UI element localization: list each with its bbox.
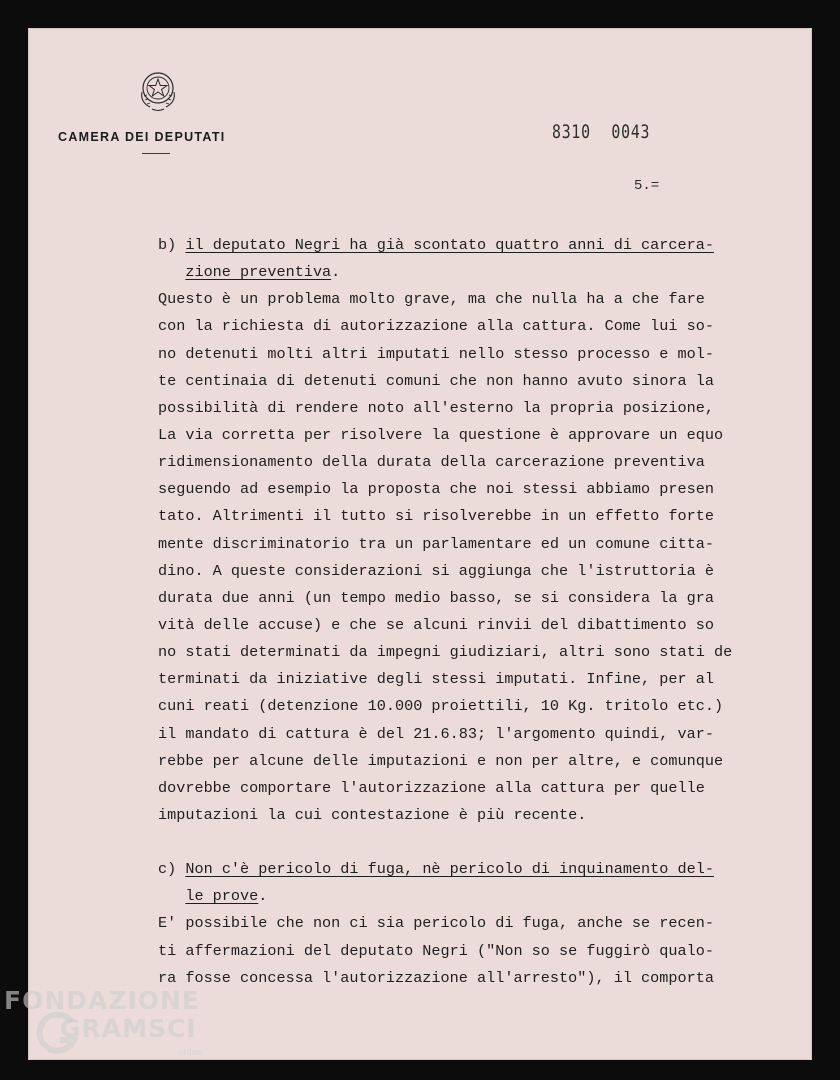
- section-c-marker: c): [158, 860, 177, 879]
- body-line: seguendo ad esempio la proposta che noi stessi abbiamo presen: [158, 480, 714, 499]
- section-c-heading-2: le prove: [185, 887, 259, 906]
- masthead-rule: [142, 153, 170, 154]
- body-line: con la richiesta di autorizzazione alla cattura. Come lui so-: [158, 317, 714, 336]
- body-line: E' possibile che non ci sia pericolo di fuga, anche se recen-: [158, 914, 714, 933]
- body-line: La via corretta per risolvere la questione è approvare un equo: [158, 425, 724, 444]
- section-b-heading-2: zione preventiva: [185, 263, 332, 282]
- section-b-heading-1: il deputato Negri ha già scontato quattro anni di carcera-: [185, 236, 714, 254]
- body-line: no stati determinati da impegni giudiziari, altri sono stati de: [158, 643, 733, 662]
- section-b-heading-line: [158, 259, 758, 286]
- body-line: no detenuti molti altri imputati nello stesso processo e mol-: [158, 344, 714, 363]
- section-b-marker: b): [158, 236, 177, 254]
- body-line: dovrebbe comportare l'autorizzazione alla cattura per quelle: [158, 778, 705, 797]
- watermark-line2: GRAMSCI: [60, 1014, 197, 1043]
- watermark-line3: onlus: [178, 1048, 203, 1058]
- body-line: ridimensionamento della durata della carcerazione preventiva: [158, 453, 705, 472]
- watermark-line1: FONDAZIONE: [4, 986, 201, 1015]
- italian-republic-emblem-icon: [134, 66, 182, 114]
- body-line: rebbe per alcune delle imputazioni e non per altre, e comunque: [158, 751, 724, 770]
- page-number: 5.=: [634, 178, 660, 194]
- body-line: te centinaia di detenuti comuni che non hanno avuto sinora la: [158, 371, 714, 390]
- body-line: Questo è un problema molto grave, ma che nulla ha a che fare: [158, 290, 705, 309]
- section-c-heading-end: .: [258, 887, 268, 906]
- section-b-heading-line: [158, 232, 758, 259]
- body-line: vità delle accuse) e che se alcuni rinvii del dibattimento so: [158, 615, 714, 634]
- body-line: ti affermazioni del deputato Negri ("Non so se fuggirò qualo-: [158, 941, 714, 960]
- body-line: mente discriminatorio tra un parlamentare ed un comune citta-: [158, 534, 714, 553]
- body-line: tato. Altrimenti il tutto si risolverebbe in un effetto forte: [158, 507, 714, 526]
- section-b-heading-end: .: [331, 263, 341, 282]
- section-c-heading-1: Non c'è pericolo di fuga, nè pericolo di inquinamento del-: [185, 860, 714, 879]
- body-line: durata due anni (un tempo medio basso, se si considera la gra: [158, 588, 714, 607]
- paragraph-gap: [158, 829, 758, 856]
- institution-name: CAMERA DEI DEPUTATI: [58, 130, 226, 144]
- document-body: [158, 232, 758, 992]
- section-c-heading-line: [158, 883, 758, 910]
- body-line: possibilità di rendere noto all'esterno la propria posizione,: [158, 398, 714, 417]
- document-number: 8310 0043: [552, 121, 651, 143]
- body-line: ra fosse concessa l'autorizzazione all'arresto"), il comporta: [158, 968, 714, 987]
- body-line: il mandato di cattura è del 21.6.83; l'argomento quindi, var-: [158, 724, 714, 743]
- body-line: cuni reati (detenzione 10.000 proiettili, 10 Kg. tritolo etc.): [158, 697, 724, 716]
- body-line: dino. A queste considerazioni si aggiunga che l'istruttoria è: [158, 561, 714, 580]
- body-line: terminati da iniziative degli stessi imputati. Infine, per al: [158, 670, 714, 689]
- body-line: imputazioni la cui contestazione è più recente.: [158, 805, 587, 824]
- section-c-heading-line: [158, 856, 758, 883]
